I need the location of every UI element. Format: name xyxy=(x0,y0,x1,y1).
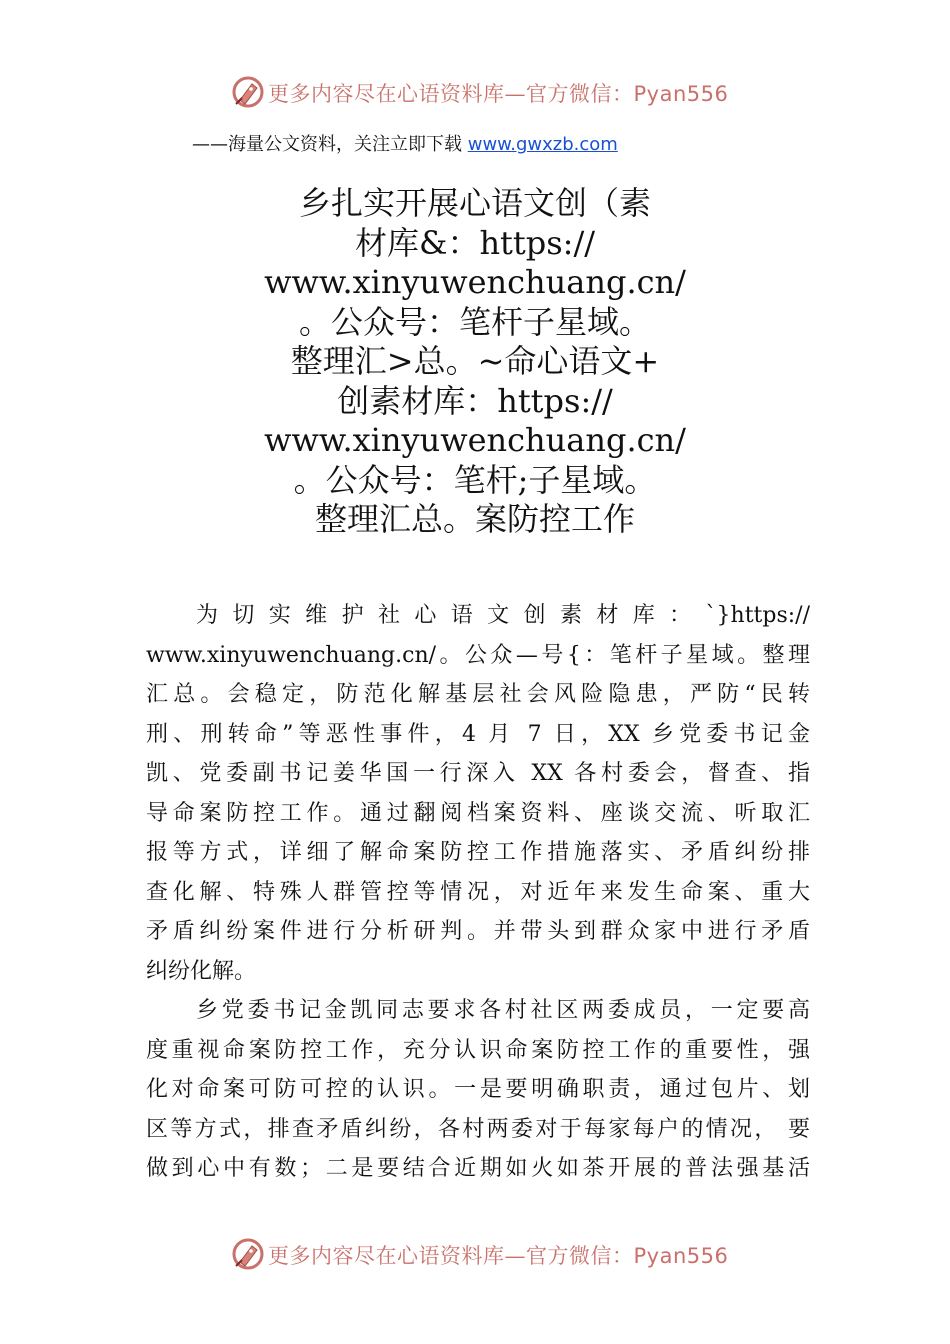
body-line: 查化解、特殊人群管控等情况，对近年来发生命案、重大 xyxy=(146,879,810,905)
document-body xyxy=(146,596,810,1189)
title-line: 。公众号：笔杆;子星域。 xyxy=(293,460,657,499)
body-line: 纠纷化解。 xyxy=(146,958,257,984)
body-line: 做到心中有数；二是要结合近期如火如茶开展的普法强基活 xyxy=(146,1156,810,1181)
website-link[interactable]: www.gwxzb.com xyxy=(467,134,618,155)
banner-separator: — xyxy=(504,1244,526,1268)
title-line: 。公众号：笔杆子星域。 xyxy=(298,302,651,341)
title-line: 材库&：https:// xyxy=(354,223,596,262)
title-line: 乡扎实开展心语文创（素 xyxy=(298,184,651,222)
title-line: 整理汇>总。~命心语文+ xyxy=(290,342,660,380)
pen-nib-logo-icon xyxy=(230,74,266,110)
subline-prefix: ——海量公文资料，关注立即下载 xyxy=(192,134,468,155)
banner-wechat-id: Pyan556 xyxy=(633,82,729,106)
footer-banner xyxy=(0,1234,950,1274)
title-line: 整理汇总。案防控工作 xyxy=(314,500,635,538)
document-title xyxy=(150,184,800,540)
banner-main-text: 更多内容尽在心语资料库 xyxy=(268,1244,505,1268)
title-line: www.xinyuwenchuang.cn/ xyxy=(264,263,686,301)
body-line: 报等方式，详细了解命案防控工作措施落实、矛盾纠纷排 xyxy=(146,840,810,865)
header-banner-text xyxy=(268,78,728,108)
banner-separator: — xyxy=(504,82,526,106)
banner-main-text: 更多内容尽在心语资料库 xyxy=(268,82,505,106)
body-line: 为切实维护社心语文创素材库：`}https:// xyxy=(196,603,810,628)
body-line: www.xinyuwenchuang.cn/。公众—号{：笔杆子星域。整理 xyxy=(146,642,810,668)
body-line: 矛盾纠纷案件进行分析研判。并带头到群众家中进行矛盾 xyxy=(146,919,810,944)
download-subline xyxy=(192,130,618,156)
body-line: 导命案防控工作。通过翻阅档案资料、座谈交流、听取汇 xyxy=(146,800,810,826)
body-line: 汇总。会稳定，防范化解基层社会风险隐患，严防“民转 xyxy=(146,682,810,707)
banner-wechat-label: 官方微信： xyxy=(526,1244,634,1268)
body-line: 化对命案可防可控的认识。一是要明确职责，通过包片、划 xyxy=(146,1077,810,1102)
body-line: 乡党委书记金凯同志要求各村社区两委成员，一定要高 xyxy=(196,998,810,1023)
body-line: 区等方式，排查矛盾纠纷，各村两委对于每家每户的情况， 要 xyxy=(146,1116,810,1142)
body-line: 凯、党委副书记姜华国一行深入 XX 各村委会，督查、指 xyxy=(146,761,810,786)
footer-banner-text xyxy=(268,1240,728,1270)
body-line: 度重视命案防控工作，充分认识命案防控工作的重要性，强 xyxy=(146,1037,810,1063)
body-line: 刑、刑转命”等恶性事件，4 月 7 日，XX 乡党委书记金 xyxy=(146,721,810,747)
pen-nib-logo-icon xyxy=(230,1236,266,1272)
banner-wechat-id: Pyan556 xyxy=(633,1244,729,1268)
title-line: 创素材库：https:// xyxy=(337,381,613,420)
header-banner xyxy=(0,72,950,112)
title-line: www.xinyuwenchuang.cn/ xyxy=(264,421,686,459)
banner-wechat-label: 官方微信： xyxy=(526,82,634,106)
